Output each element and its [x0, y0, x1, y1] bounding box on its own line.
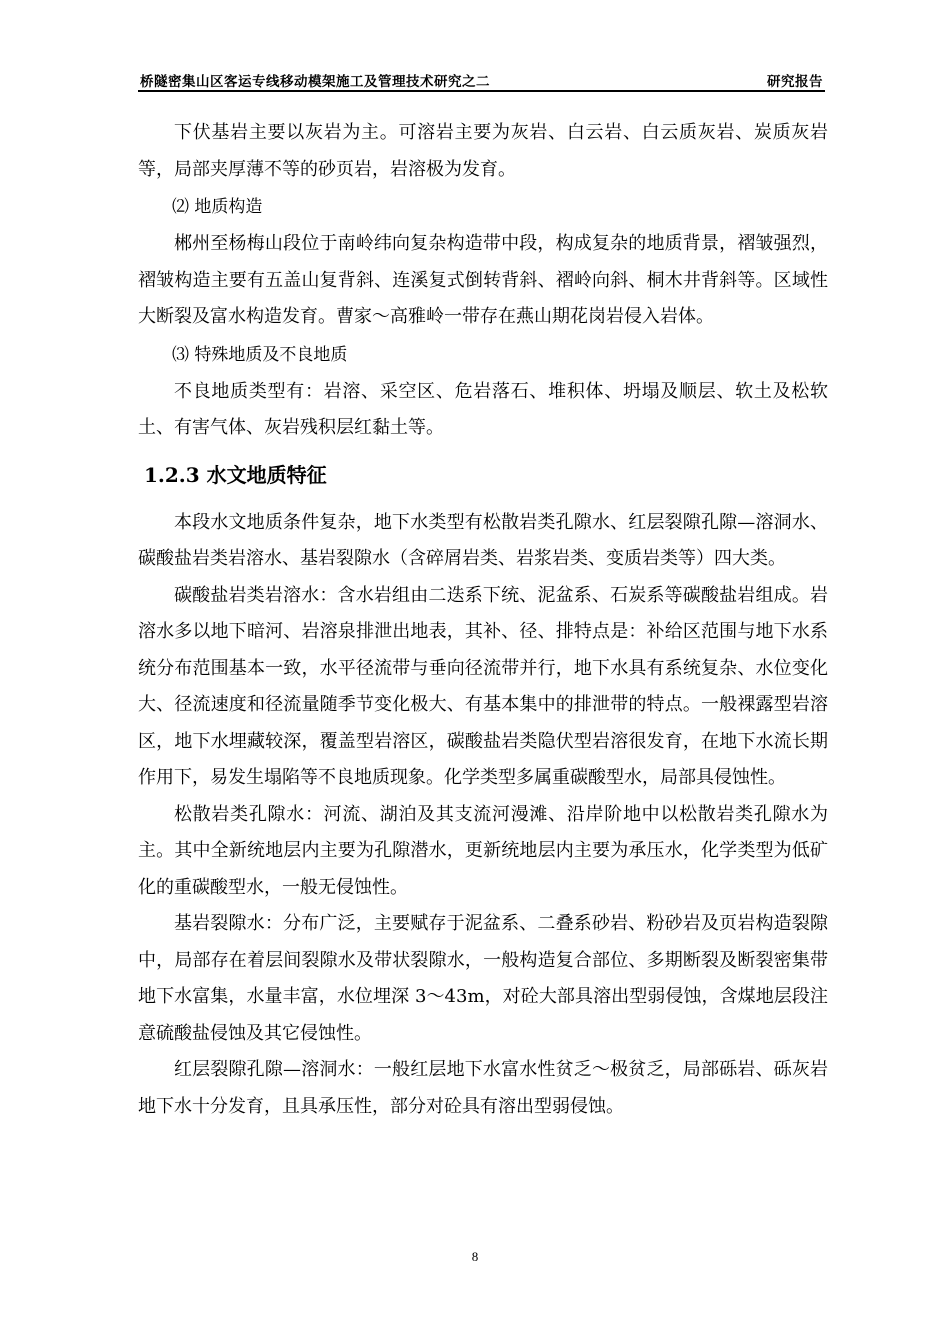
paragraph-fissure-water: 基岩裂隙水：分布广泛，主要赋存于泥盆系、二叠系砂岩、粉砂岩及页岩构造裂隙中，局部存在着层间裂隙水及带状裂隙水，一般构造复合部位、多期断裂及断裂密集带地下水富集，水量丰富，水位埋深 3～43m，对砼大部具溶出型弱侵蚀，含煤地层段注意硫酸盐侵蚀及其它侵蚀性。 — [138, 913, 828, 1044]
paragraph-hydro-overview: 本段水文地质条件复杂，地下水类型有松散岩类孔隙水、红层裂隙孔隙—溶洞水、碳酸盐岩类岩溶水、基岩裂隙水（含碎屑岩类、岩浆岩类、变质岩类等）四大类。 — [138, 511, 828, 569]
page-number: 8 — [471, 1249, 479, 1264]
document-body — [138, 115, 828, 1125]
paragraph-karst-water: 碳酸盐岩类岩溶水：含水岩组由二迭系下统、泥盆系、石炭系等碳酸盐岩组成。岩溶水多以地下暗河、岩溶泉排泄出地表，其补、径、排特点是：补给区范围与地下水系统分布范围基本一致，水平径流带与垂向径流带并行，地下水具有系统复杂、水位变化大、径流速度和径流量随季节变化极大、有基本集中的排泄带的特点。一般裸露型岩溶区，地下水埋藏较深，覆盖型岩溶区，碳酸盐岩类隐伏型岩溶很发育，在地下水流长期作用下，易发生塌陷等不良地质现象。化学类型多属重碳酸型水，局部具侵蚀性。 — [138, 584, 828, 788]
paragraph-red-bed-water: 红层裂隙孔隙—溶洞水：一般红层地下水富水性贫乏～极贫乏，局部砾岩、砾灰岩地下水十分发育，且具承压性，部分对砼具有溶出型弱侵蚀。 — [138, 1059, 828, 1117]
section-heading-hydrogeology: 1.2.3 水文地质特征 — [144, 462, 327, 487]
paragraph-bedrock: 下伏基岩主要以灰岩为主。可溶岩主要为灰岩、白云岩、白云质灰岩、炭质灰岩等，局部夹厚薄不等的砂页岩，岩溶极为发育。 — [138, 122, 828, 180]
paragraph-pore-water: 松散岩类孔隙水：河流、湖泊及其支流河漫滩、沿岸阶地中以松散岩类孔隙水为主。其中全新统地层内主要为孔隙潜水，更新统地层内主要为承压水，化学类型为低矿化的重碳酸型水，一般无侵蚀性。 — [138, 803, 828, 898]
subheading-geologic-structure: ⑵ 地质构造 — [172, 197, 263, 217]
header-title: 桥隧密集山区客运专线移动模架施工及管理技术研究之二 — [140, 74, 490, 90]
subheading-special-geology: ⑶ 特殊地质及不良地质 — [172, 344, 348, 365]
paragraph-structure: 郴州至杨梅山段位于南岭纬向复杂构造带中段，构成复杂的地质背景，褶皱强烈，褶皱构造主要有五盖山复背斜、连溪复式倒转背斜、褶岭向斜、桐木井背斜等。区域性大断裂及富水构造发育。曹家～高雅岭一带存在燕山期花岗岩侵入岩体。 — [138, 233, 828, 327]
paragraph-adverse-geology: 不良地质类型有：岩溶、采空区、危岩落石、堆积体、坍塌及顺层、软土及松软土、有害气体、灰岩残积层红黏土等。 — [138, 380, 828, 438]
header-report-label: 研究报告 — [767, 74, 823, 90]
page-header — [138, 64, 825, 92]
